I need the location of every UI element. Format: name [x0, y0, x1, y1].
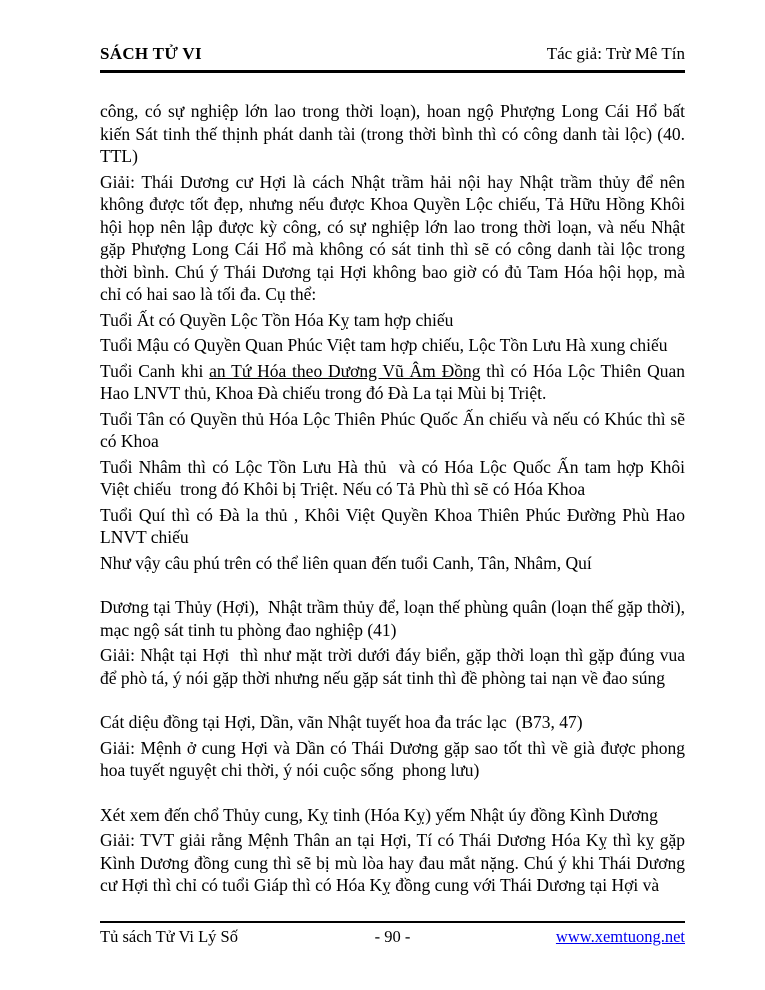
page-header	[100, 44, 685, 73]
page-footer	[100, 921, 685, 947]
blank-line	[100, 785, 685, 804]
paragraph-giai-tvt: Giải: TVT giải rằng Mệnh Thân an tại Hợi, Tí có Thái Dương Hóa Kỵ thì kỵ gặp Kình Dương đồng cung thì sẽ bị mù lòa hay đau mắt nặng. Chú ý khi Thái Dương cư Hợi thì chỉ có tuổi Giáp thì có Hóa Kỵ đồng cung với Thái Dương tại Hợi và	[100, 830, 690, 895]
line-tuoi-nham: Tuổi Nhâm thì có Lộc Tồn Lưu Hà thủ và có Hóa Lộc Quốc Ấn tam hợp Khôi Việt chiếu trong đó Khôi bị Triệt. Nếu có Tả Phù thì sẽ có Hóa Khoa	[100, 456, 690, 499]
line-tuoi-canh-underlined: an Tứ Hóa theo Dương Vũ Âm Đồng	[209, 360, 481, 381]
line-tuoi-tan: Tuổi Tân có Quyền thủ Hóa Lộc Thiên Phúc Quốc Ấn chiếu và nếu có Khúc thì sẽ có Khoa	[100, 408, 690, 451]
line-tuoi-canh-post: thì có Hóa Lộc Thiên Quan Hao LNVT thủ, Khoa Đà chiếu trong đó Đà La tại Mùi bị Triệt.	[100, 360, 690, 403]
line-tuoi-at: Tuổi Ất có Quyền Lộc Tồn Hóa Kỵ tam hợp chiếu	[100, 309, 454, 330]
paragraph-phu-thuy-cung: Xét xem đến chổ Thủy cung, Kỵ tinh (Hóa Kỵ) yếm Nhật úy đồng Kình Dương	[100, 804, 658, 825]
page-number: - 90 -	[374, 927, 411, 946]
paragraph-phu-continuation: công, có sự nghiệp lớn lao trong thời loạn), hoan ngộ Phượng Long Cái Hổ bất kiến Sát tinh thế thịnh phát danh tài (trong thời bình thì có công danh tài lộc) (40. TTL)	[100, 101, 690, 166]
line-tuoi-qui: Tuổi Quí thì có Đà la thủ , Khôi Việt Quyền Khoa Thiên Phúc Đường Phù Hao LNVT chiếu	[100, 504, 690, 547]
paragraph-giai-nhat-tai-hoi: Giải: Nhật tại Hợi thì như mặt trời dưới đáy biển, gặp thời loạn thì gặp đúng vua để phò tá, ý nói gặp thời nhưng nếu gặp sát tinh thì đề phòng tai nạn về đao súng	[100, 645, 690, 688]
line-tuoi-canh	[100, 360, 690, 405]
blank-line	[100, 692, 685, 711]
author-credit: Tác giả: Trừ Mê Tín	[546, 44, 685, 63]
line-tuoi-canh-pre: Tuổi Canh khi	[100, 360, 210, 381]
book-title: SÁCH TỬ VI	[100, 44, 202, 63]
paragraph-summary-tuoi: Như vậy câu phú trên có thể liên quan đến tuổi Canh, Tân, Nhâm, Quí	[100, 552, 592, 573]
paragraph-giai-menh-hoi-dan: Giải: Mệnh ở cung Hợi và Dần có Thái Dương gặp sao tốt thì về già được phong hoa tuyết nguyệt chi thời, ý nói cuộc sống phong lưu)	[100, 737, 690, 780]
website-link[interactable]: www.xemtuong.net	[555, 927, 685, 946]
paragraph-giai-thai-duong-hoi: Giải: Thái Dương cư Hợi là cách Nhật trầm hải nội hay Nhật trầm thủy để nên không được tốt đẹp, nhưng nếu được Khoa Quyền Lộc chiếu, Tả Hữu Hồng Khôi hội họp nên lập được kỳ công, có sự nghiệp lớn lao trong thời loạn, và nếu Nhật gặp Phượng Long Cái Hổ mà không có sát tinh thì sẽ có công danh tài lộc trong thời bình. Chú ý Thái Dương tại Hợi không bao giờ có đủ Tam Hóa hội họp, mà chỉ có hai sao là tối đa. Cụ thể:	[100, 171, 690, 304]
blank-line	[100, 577, 685, 596]
page-body	[100, 100, 690, 900]
paragraph-phu-duong-tai-thuy: Dương tại Thủy (Hợi), Nhật trầm thủy để, loạn thế phùng quân (loạn thế gặp thời), mạc ngộ sát tinh tu phòng đao nghiệp (41)	[100, 597, 690, 640]
line-tuoi-mau: Tuổi Mậu có Quyền Quan Phúc Việt tam hợp chiếu, Lộc Tồn Lưu Hà xung chiếu	[100, 335, 668, 355]
footer-series-title: Tủ sách Tử Vi Lý Số	[100, 927, 238, 946]
paragraph-phu-cat-dieu: Cát diệu đồng tại Hợi, Dần, vãn Nhật tuyết hoa đa trác lạc (B73, 47)	[100, 712, 583, 732]
